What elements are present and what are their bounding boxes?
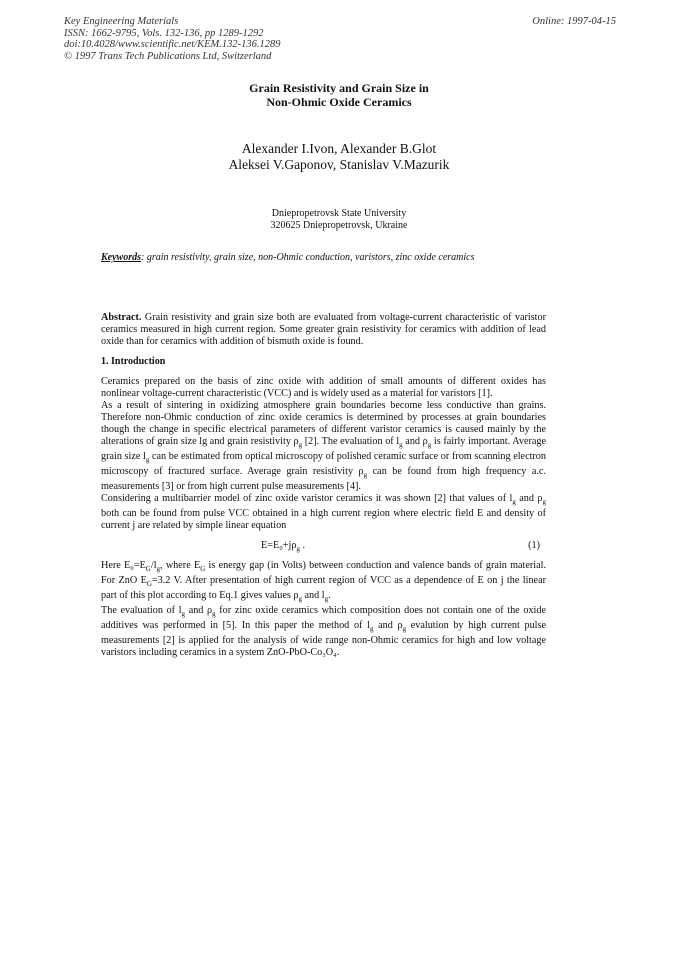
section-heading-introduction: 1. Introduction (101, 356, 166, 367)
title-line-2: Non-Ohmic Oxide Ceramics (266, 95, 412, 109)
title-line-1: Grain Resistivity and Grain Size in (249, 81, 429, 95)
affiliation-line-2: 320625 Dniepropetrovsk, Ukraine (270, 220, 408, 231)
keywords-label: Keywords (101, 252, 141, 263)
authors-line-1: Alexander I.Ivon, Alexander B.Glot (241, 141, 437, 156)
abstract-label: Abstract. (101, 312, 142, 323)
abstract-paragraph (101, 312, 546, 348)
paper-title (0, 81, 678, 109)
issn-line: ISSN: 1662-9795, Vols. 132-136, pp 1289-1292 (64, 27, 264, 39)
journal-metadata (64, 16, 281, 62)
paper-body (101, 312, 546, 659)
copyright-line: © 1997 Trans Tech Publications Ltd, Switzerland (64, 50, 272, 62)
keywords (101, 252, 474, 263)
intro-paragraph-5: The evaluation of $l_g$ and $\rho_g$ for zinc oxide ceramics which composition does not contain one of the oxide additives was performed in [5]. In this paper the method of $l_g$ and $\rho_g$ evalution by high current pulse measurements [2] is applied for the analysis of wide range non-Ohmic ceramics for high and low voltage varistors including ceramics in a system ZnO-PbO-Co₃O₄. (101, 605, 546, 659)
doi-line[interactable]: doi:10.4028/www.scientific.net/KEM.132-136.1289 (64, 39, 281, 50)
intro-paragraph-3: Considering a multibarrier model of zinc oxide varistor ceramics it was shown [2] that values of $l_g$ and $\rho_g$ both can be found from pulse VCC obtained in a high current region where electric field E and density of current j are related by simple linear equation (101, 493, 546, 532)
affiliation-line-1: Dniepropetrovsk State University (271, 208, 407, 219)
equation-1 (101, 540, 546, 552)
author-list (0, 141, 678, 173)
abstract-text: Grain resistivity and grain size both are evaluated from voltage-current characteristic of varistor ceramics measured in high current region. Some greater grain resistivity for ceramics with addition of lead oxide than for ceramics with addition of bismuth oxide is found. (101, 312, 546, 347)
keywords-text: : grain resistivity, grain size, non-Ohmic conduction, varistors, zinc oxide ceramics (141, 252, 475, 263)
equation-text: $E=E_0+j\rho_g$ . (261, 540, 305, 554)
equation-number: (1) (528, 540, 540, 552)
intro-paragraph-2: As a result of sintering in oxidizing atmosphere grain boundaries become less conductive than grains. Therefore non-Ohmic conduction of zinc oxide ceramics is determined by processes at grain boundaries though the change in specific electrical parameters of different varistor ceramics is caused mainly by the alterations of grain size lg and grain resistivity $\rho_g$ [2]. The evaluation of $l_g$ and $\rho_g$ is fairly important. Average grain size $l_g$ can be estimated from optical microscopy of polished ceramic surface or from scanning electron microscopy of fractured surface. Average grain resistivity $\rho_g$ can be found from high frequency a.c. measurements [3] or from high current pulse measurements [4]. (101, 400, 547, 493)
journal-name: Key Engineering Materials (64, 16, 179, 27)
authors-line-2: Aleksei V.Gaponov, Stanislav V.Mazurik (228, 157, 450, 172)
affiliation (0, 208, 678, 232)
intro-paragraph-1: Ceramics prepared on the basis of zinc oxide with addition of small amounts of different oxides has nonlinear voltage-current characteristic (VCC) and is widely used as a material for varistors [1]. (101, 376, 546, 399)
online-date: Online: 1997-04-15 (532, 16, 616, 27)
intro-paragraph-4: Here $E_0=E_G/l_g$, where $E_G$ is energy gap (in Volts) between conduction and valence bands of grain material. For ZnO $E_G=3.2$ V. After presentation of high current region of VCC as a dependence of E on j the linear part of this plot according to Eq.1 gives values $\rho_g$ and $l_g$. (101, 560, 546, 604)
